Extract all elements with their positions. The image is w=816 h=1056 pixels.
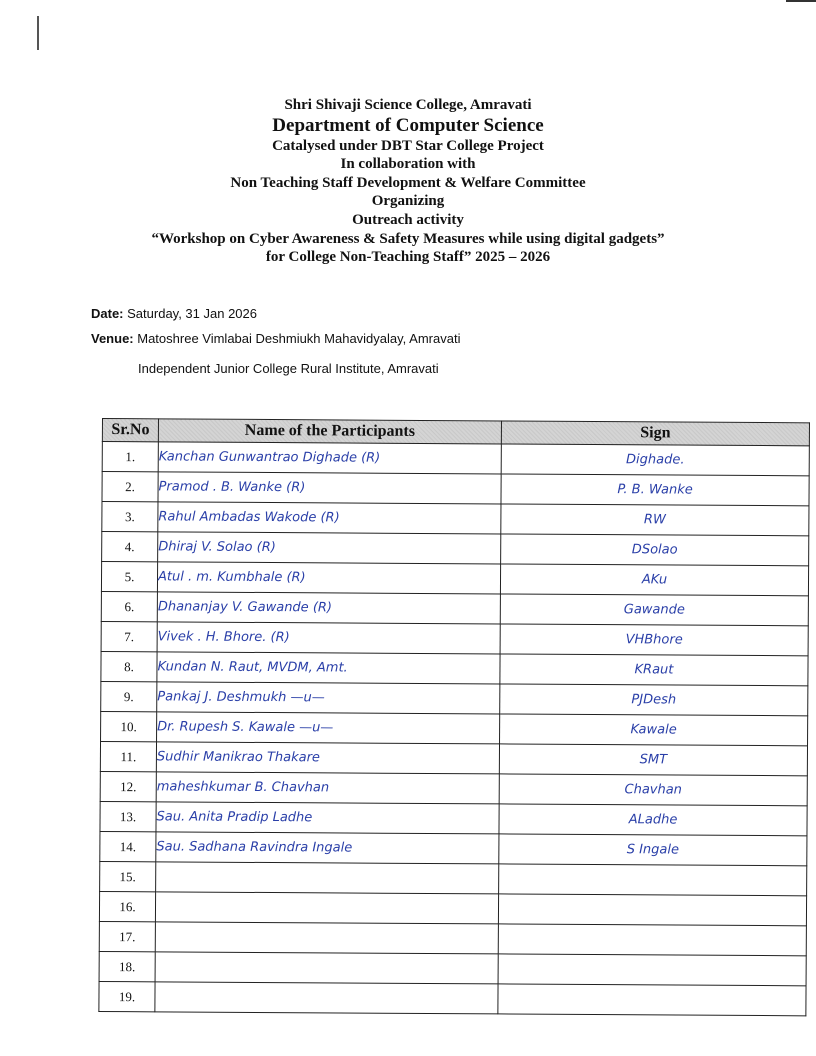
col-header-sr: Sr.No — [102, 419, 158, 442]
row-number: 6. — [101, 591, 157, 621]
venue-line-2: Independent Junior College Rural Institute, Amravati — [138, 361, 439, 376]
table-row — [101, 621, 808, 655]
table-row — [101, 562, 808, 596]
department-title: Department of Computer Science — [272, 114, 544, 136]
participant-name: Pankaj J. Deshmukh —u— — [157, 682, 500, 714]
row-number: 5. — [101, 562, 157, 592]
row-number: 7. — [101, 621, 157, 651]
participant-name — [156, 862, 499, 894]
participant-signature: ALadhe — [499, 804, 807, 836]
participant-name: Atul . m. Kumbhale (R) — [157, 562, 500, 594]
participant-signature — [498, 984, 806, 1016]
table-row — [100, 771, 807, 805]
participant-name — [155, 952, 498, 984]
attendance-table — [98, 418, 810, 1016]
participant-name — [155, 922, 498, 954]
participant-signature: Gawande — [500, 594, 808, 626]
table-row — [102, 532, 809, 566]
row-number: 11. — [100, 741, 156, 771]
participant-signature: SMT — [499, 744, 807, 776]
participant-signature: RW — [501, 504, 809, 536]
participant-name — [155, 892, 498, 924]
date-line — [91, 306, 257, 321]
participant-signature: PJDesh — [500, 684, 808, 716]
participant-signature: AKu — [500, 564, 808, 596]
participant-signature: Chavhan — [499, 774, 807, 806]
participant-name: Sau. Sadhana Ravindra Ingale — [156, 832, 499, 864]
participant-name — [155, 982, 498, 1014]
row-number: 1. — [102, 442, 158, 472]
participant-signature — [498, 954, 806, 986]
table-row — [99, 921, 806, 955]
participant-name: Pramod . B. Wanke (R) — [158, 472, 501, 504]
table-row — [101, 681, 808, 715]
participant-signature — [498, 924, 806, 956]
table-row — [100, 741, 807, 775]
row-number: 10. — [101, 711, 157, 741]
row-number: 2. — [102, 472, 158, 502]
participant-signature — [498, 894, 806, 926]
row-number: 18. — [99, 951, 155, 981]
row-number: 14. — [100, 831, 156, 861]
document-header — [0, 96, 816, 267]
scan-margin-mark — [37, 16, 39, 50]
participant-signature: VHBhore — [500, 624, 808, 656]
date-value: Saturday, 31 Jan 2026 — [127, 306, 257, 321]
participant-name: Sudhir Manikrao Thakare — [156, 742, 499, 774]
table-row — [101, 651, 808, 685]
committee-line: Non Teaching Staff Development & Welfare Committee — [230, 174, 586, 191]
table-row — [100, 861, 807, 895]
row-number: 4. — [102, 532, 158, 562]
table-body — [99, 442, 809, 1016]
participant-name: Sau. Anita Pradip Ladhe — [156, 802, 499, 834]
row-number: 16. — [99, 891, 155, 921]
participant-name: maheshkumar B. Chavhan — [156, 772, 499, 804]
venue-label: Venue: — [91, 331, 134, 346]
participant-name: Kundan N. Raut, MVDM, Amt. — [157, 652, 500, 684]
organizing-line: Organizing — [371, 193, 445, 210]
table-row — [101, 591, 808, 625]
scan-corner-mark — [786, 0, 816, 2]
activity-line: Outreach activity — [352, 211, 464, 228]
participant-signature: P. B. Wanke — [501, 474, 809, 506]
row-number: 8. — [101, 651, 157, 681]
audience-line: for College Non-Teaching Staff” 2025 – 2026 — [265, 249, 551, 266]
participant-signature: DSolao — [501, 534, 809, 566]
table-row — [99, 891, 806, 925]
table-row — [102, 502, 809, 536]
table-row — [99, 951, 806, 985]
participant-signature — [499, 864, 807, 896]
participant-signature: KRaut — [500, 654, 808, 686]
participant-name: Dhananjay V. Gawande (R) — [157, 592, 500, 624]
venue-value: Matoshree Vimlabai Deshmiukh Mahavidyalay, Amravati — [137, 331, 461, 346]
table-row — [102, 472, 809, 506]
participant-name: Kanchan Gunwantrao Dighade (R) — [158, 442, 501, 474]
table-row — [99, 981, 806, 1015]
col-header-name: Name of the Participants — [158, 419, 501, 444]
participant-signature: S Ingale — [499, 834, 807, 866]
project-line: Catalysed under DBT Star College Project — [272, 137, 544, 154]
row-number: 15. — [100, 861, 156, 891]
table-row — [102, 442, 809, 476]
participant-name: Vivek . H. Bhore. (R) — [157, 622, 500, 654]
table-row — [100, 831, 807, 865]
participant-signature: Dighade. — [501, 444, 809, 476]
row-number: 17. — [99, 921, 155, 951]
row-number: 12. — [100, 771, 156, 801]
row-number: 3. — [102, 502, 158, 532]
date-label: Date: — [91, 306, 124, 321]
college-name: Shri Shivaji Science College, Amravati — [284, 97, 532, 113]
venue-line — [91, 331, 460, 346]
row-number: 9. — [101, 681, 157, 711]
row-number: 19. — [99, 981, 155, 1011]
col-header-sign: Sign — [501, 421, 809, 446]
row-number: 13. — [100, 801, 156, 831]
participant-name: Rahul Ambadas Wakode (R) — [158, 502, 501, 534]
participant-signature: Kawale — [500, 714, 808, 746]
table-row — [100, 801, 807, 835]
participant-name: Dhiraj V. Solao (R) — [158, 532, 501, 564]
table-row — [101, 711, 808, 745]
collab-line: In collaboration with — [340, 156, 476, 173]
participant-name: Dr. Rupesh S. Kawale —u— — [157, 712, 500, 744]
workshop-title: “Workshop on Cyber Awareness & Safety Measures while using digital gadgets” — [151, 230, 665, 247]
